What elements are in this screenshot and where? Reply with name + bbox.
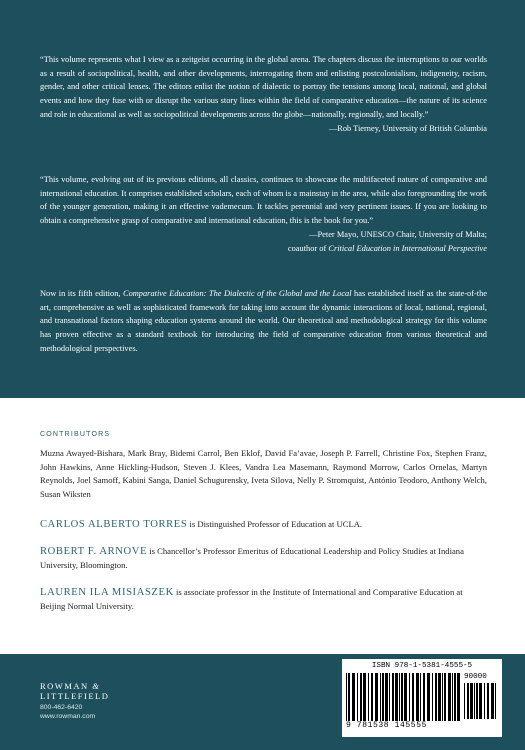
contributors-heading: CONTRIBUTORS	[40, 431, 111, 438]
editor-bio: is Chancellor’s Professor Emeritus of Educational Leadership and Policy Studies at Indiana University, Bloomington.	[40, 546, 464, 570]
barcode-bar	[457, 673, 460, 721]
barcode-label	[342, 659, 502, 737]
barcode-bar	[375, 673, 378, 721]
quote-text: “This volume, evolving out of its previous editions, all classics, continues to showcase the multifaceted nature of comparative and international education. It comprises established scholars, each of whom is a mainstay in the area, while also foregrounding the work of the younger generation, making it an effective vademecum. It tackles perennial and very pertinent issues. If you are looking to obtain a comprehensive grasp of comparative and international education, this is the book for you.”	[40, 175, 487, 226]
barcode-bar	[476, 683, 478, 719]
barcode-bar	[442, 673, 443, 721]
barcode-bar	[435, 673, 437, 721]
barcode-bar	[412, 673, 414, 721]
barcode-bar	[484, 683, 485, 719]
editor-name: ROBERT F. ARNOVE	[40, 546, 148, 557]
quote-text: “This volume represents what I view as a zeitgeist occurring in the global arena. The chapters discuss the interruptions to our worlds as a result of sociopolitical, health, and other developments, interrogating them and enlisting postcolonialism, indigeneity, racism, gender, and other critical lenses. The editors enlist the notion of dialectic to portray the tensions among local, national, and global events and how they fuse with or disrupt the various story lines within the field of comparative education—the nature of its science and role in educational as well as sociopolitical developments across the globe—nationally, regionally, and locally.”	[40, 55, 487, 119]
barcode-bar	[487, 683, 489, 719]
editor-bio-misiaszek	[40, 586, 487, 613]
barcode-bar	[448, 673, 451, 721]
publisher-url[interactable]: www.rowman.com	[40, 713, 96, 720]
barcode-bar	[346, 673, 347, 721]
price-code: 90000	[464, 673, 487, 681]
editor-bio-torres	[40, 518, 487, 532]
barcode-bar	[474, 683, 475, 719]
editor-name: LAUREN ILA MISIASZEK	[40, 587, 174, 598]
ean-barcode	[346, 673, 460, 723]
barcode-bar	[401, 673, 403, 721]
barcode-bar	[427, 673, 430, 721]
barcode-bar	[395, 673, 398, 721]
barcode-bar	[399, 673, 400, 721]
barcode-bar	[348, 673, 350, 721]
quote-attribution: —Peter Mayo, UNESCO Chair, University of Malta;	[309, 229, 487, 239]
barcode-bar	[385, 673, 388, 721]
barcode-bar	[382, 673, 384, 721]
quote-affiliation-2: coauthor of Critical Education in International Perspective	[287, 243, 487, 253]
publisher-contact	[40, 703, 95, 721]
barcode-bar	[444, 673, 446, 721]
barcode-bar	[404, 673, 407, 721]
editor-bio: is Distinguished Professor of Education at UCLA.	[187, 519, 363, 529]
cited-book-title: Critical Education in International Perspective	[328, 243, 487, 253]
barcode-bar	[380, 673, 381, 721]
barcode-bar	[420, 673, 421, 721]
barcode-bar	[432, 673, 433, 721]
quote-author: Peter Mayo	[317, 229, 357, 239]
barcode-bar	[495, 683, 496, 719]
barcode-bar	[392, 673, 394, 721]
barcode-bar	[452, 673, 453, 721]
praise-quote-mayo	[40, 173, 487, 255]
barcode-bar	[423, 673, 425, 721]
praise-quote-tierney	[40, 53, 487, 135]
editor-bio-arnove	[40, 545, 487, 572]
barcode-bar	[409, 673, 410, 721]
contributors-panel	[0, 398, 525, 654]
barcode-bar	[360, 673, 362, 721]
book-description: Now in its fifth edition, Comparative Education: The Dialectic of the Global and the Local has established itself as the state-of-the art, comprehensive as well as sophisticated framework for taking into account the dynamic interactions of local, national, regional, and transnational factors shaping education systems around the world. Our theoretical and methodological strategy for this volume has proven effective as a standard textbook for introducing the field of comparative education from various theoretical and methodological perspectives.	[40, 289, 487, 353]
barcode-bar	[464, 683, 465, 719]
quote-affiliation: , UNESCO Chair, University of Malta;	[356, 229, 487, 239]
barcode-bar	[368, 673, 369, 721]
quote-author: Rob Tierney	[337, 123, 379, 133]
barcode-bar	[389, 673, 390, 721]
contributors-list: Muzna Awayed-Bishara, Mark Bray, Bidemi Carrol, Ben Eklof, David Fa’avae, Joseph P. Farrell, Christine Fox, Stephen Franz, John Hawkins, Anne Hickling-Hudson, Steven J. Klees, Vandra Lea Masemann, Raymond Morrow, Carlos Ornelas, Martyn Reynolds, Joel Samoff, Kabini Sanga, Daniel Schugurensky, Iveta Silova, Nelly P. Stromquist, António Teodoro, Anthony Welch, Susan Wiksten	[40, 448, 487, 499]
publisher-logo: ROWMAN & LITTLEFIELD	[40, 681, 110, 701]
barcode-bar	[470, 683, 473, 719]
barcode-bar	[438, 673, 441, 721]
quote-affiliation: , University of British Columbia	[378, 123, 487, 133]
editor-bio: is associate professor in the Institute of International and Comparative Education at Beijing Normal University.	[40, 587, 463, 611]
barcode-bar	[454, 673, 456, 721]
barcode-bar	[357, 673, 358, 721]
publisher-band	[0, 654, 525, 750]
quote-attribution: —Rob Tierney, University of British Columbia	[328, 123, 487, 133]
barcode-bar	[371, 673, 373, 721]
barcode-bar	[467, 683, 469, 719]
barcode-bar	[363, 673, 366, 721]
price-barcode	[464, 683, 498, 719]
barcode-bar	[416, 673, 419, 721]
barcode-digits: 9 781538 145555	[346, 721, 428, 730]
barcode-bar	[352, 673, 355, 721]
book-title: Comparative Education: The Dialectic of the Global and the Local	[122, 289, 352, 298]
editor-name: CARLOS ALBERTO TORRES	[40, 519, 188, 530]
publisher-phone: 800-462-6420	[40, 704, 83, 711]
barcode-bar	[479, 683, 482, 719]
isbn-text: ISBN 978-1-5381-4555-5	[371, 662, 473, 670]
barcode-bar	[491, 683, 494, 719]
